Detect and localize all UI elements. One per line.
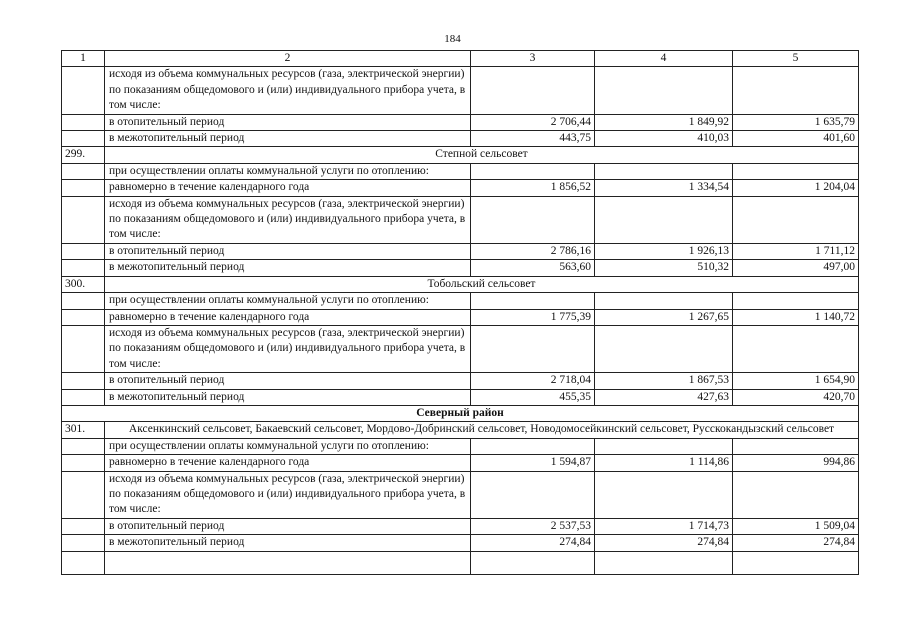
value-col-4: 427,63 xyxy=(595,389,733,405)
value-col-3: 455,35 xyxy=(471,389,595,405)
value-col-4: 1 867,53 xyxy=(595,373,733,389)
value-col-4: 510,32 xyxy=(595,260,733,276)
value-col-3: 274,84 xyxy=(471,535,595,551)
table-row xyxy=(62,243,859,259)
tariff-table-body xyxy=(62,51,859,575)
value-col-5 xyxy=(733,293,859,309)
value-col-4: 274,84 xyxy=(595,535,733,551)
value-col-4: 1 926,13 xyxy=(595,243,733,259)
row-index xyxy=(62,196,105,243)
section-row xyxy=(62,147,859,163)
empty-cell xyxy=(62,551,105,574)
column-header: 5 xyxy=(733,51,859,67)
value-col-3: 563,60 xyxy=(471,260,595,276)
page-number: 184 xyxy=(444,33,461,45)
section-row xyxy=(62,422,859,438)
district-title: Северный район xyxy=(62,405,859,421)
row-description: в межотопительный период xyxy=(105,131,471,147)
column-header: 4 xyxy=(595,51,733,67)
column-header: 1 xyxy=(62,51,105,67)
table-row xyxy=(62,114,859,130)
value-col-5: 497,00 xyxy=(733,260,859,276)
value-col-3 xyxy=(471,196,595,243)
value-col-5 xyxy=(733,325,859,372)
value-col-3: 2 706,44 xyxy=(471,114,595,130)
value-col-3: 1 775,39 xyxy=(471,309,595,325)
column-header: 3 xyxy=(471,51,595,67)
table-row xyxy=(62,471,859,518)
row-index xyxy=(62,389,105,405)
value-col-3: 443,75 xyxy=(471,131,595,147)
row-index xyxy=(62,325,105,372)
value-col-4: 410,03 xyxy=(595,131,733,147)
table-row xyxy=(62,438,859,454)
value-col-5: 1 509,04 xyxy=(733,518,859,534)
empty-row xyxy=(62,551,859,574)
table-row xyxy=(62,180,859,196)
value-col-5: 1 711,12 xyxy=(733,243,859,259)
value-col-3: 1 856,52 xyxy=(471,180,595,196)
table-row xyxy=(62,535,859,551)
value-col-5 xyxy=(733,67,859,114)
value-col-4: 1 114,86 xyxy=(595,455,733,471)
value-col-4 xyxy=(595,438,733,454)
value-col-4 xyxy=(595,196,733,243)
value-col-3: 2 718,04 xyxy=(471,373,595,389)
value-col-4: 1 849,92 xyxy=(595,114,733,130)
section-title: Степной сельсовет xyxy=(105,147,859,163)
value-col-5: 1 140,72 xyxy=(733,309,859,325)
row-index xyxy=(62,438,105,454)
value-col-3 xyxy=(471,163,595,179)
value-col-5: 1 635,79 xyxy=(733,114,859,130)
value-col-5: 1 654,90 xyxy=(733,373,859,389)
row-index xyxy=(62,243,105,259)
tariff-table xyxy=(61,50,859,575)
value-col-5: 420,70 xyxy=(733,389,859,405)
table-row xyxy=(62,455,859,471)
empty-cell xyxy=(733,551,859,574)
value-col-3: 2 786,16 xyxy=(471,243,595,259)
row-index xyxy=(62,180,105,196)
value-col-3 xyxy=(471,438,595,454)
row-description: исходя из объема коммунальных ресурсов (газа, электрической энергии) по показаниям общедомового и (или) индивидуального прибора учета, в том числе: xyxy=(105,196,471,243)
row-index xyxy=(62,260,105,276)
value-col-3 xyxy=(471,293,595,309)
row-description: в отопительный период xyxy=(105,114,471,130)
value-col-4: 1 267,65 xyxy=(595,309,733,325)
table-header-row xyxy=(62,51,859,67)
value-col-4 xyxy=(595,163,733,179)
row-description: в отопительный период xyxy=(105,518,471,534)
table-row xyxy=(62,309,859,325)
value-col-4: 1 334,54 xyxy=(595,180,733,196)
value-col-4 xyxy=(595,471,733,518)
value-col-3: 1 594,87 xyxy=(471,455,595,471)
value-col-3 xyxy=(471,325,595,372)
value-col-5: 274,84 xyxy=(733,535,859,551)
row-index: 301. xyxy=(62,422,105,438)
row-index xyxy=(62,455,105,471)
row-description: при осуществлении оплаты коммунальной услуги по отоплению: xyxy=(105,293,471,309)
district-row xyxy=(62,405,859,421)
row-index xyxy=(62,471,105,518)
row-description: в межотопительный период xyxy=(105,260,471,276)
row-index xyxy=(62,293,105,309)
value-col-4 xyxy=(595,325,733,372)
row-description: исходя из объема коммунальных ресурсов (газа, электрической энергии) по показаниям общедомового и (или) индивидуального прибора учета, в том числе: xyxy=(105,325,471,372)
row-index xyxy=(62,114,105,130)
row-index xyxy=(62,373,105,389)
table-row xyxy=(62,389,859,405)
table-row xyxy=(62,196,859,243)
row-description: в отопительный период xyxy=(105,243,471,259)
row-index: 299. xyxy=(62,147,105,163)
row-description: исходя из объема коммунальных ресурсов (газа, электрической энергии) по показаниям общедомового и (или) индивидуального прибора учета, в том числе: xyxy=(105,67,471,114)
row-index xyxy=(62,535,105,551)
row-index xyxy=(62,131,105,147)
row-description: при осуществлении оплаты коммунальной услуги по отоплению: xyxy=(105,163,471,179)
row-description: равномерно в течение календарного года xyxy=(105,455,471,471)
value-col-4 xyxy=(595,67,733,114)
table-row xyxy=(62,518,859,534)
value-col-3 xyxy=(471,67,595,114)
value-col-5 xyxy=(733,438,859,454)
value-col-5 xyxy=(733,196,859,243)
row-description: в отопительный период xyxy=(105,373,471,389)
section-title: Аксенкинский сельсовет, Бакаевский сельсовет, Мордово-Добринский сельсовет, Новодомосейкинский сельсовет, Русскокандызский сельсовет xyxy=(105,422,859,438)
row-description: равномерно в течение календарного года xyxy=(105,180,471,196)
row-description: исходя из объема коммунальных ресурсов (газа, электрической энергии) по показаниям общедомового и (или) индивидуального прибора учета, в том числе: xyxy=(105,471,471,518)
section-title: Тобольский сельсовет xyxy=(105,276,859,292)
row-index xyxy=(62,67,105,114)
empty-cell xyxy=(595,551,733,574)
empty-cell xyxy=(105,551,471,574)
value-col-5 xyxy=(733,163,859,179)
section-row xyxy=(62,276,859,292)
value-col-3: 2 537,53 xyxy=(471,518,595,534)
row-description: в межотопительный период xyxy=(105,535,471,551)
table-row xyxy=(62,373,859,389)
row-description: в межотопительный период xyxy=(105,389,471,405)
empty-cell xyxy=(471,551,595,574)
table-row xyxy=(62,131,859,147)
table-row xyxy=(62,293,859,309)
table-row xyxy=(62,67,859,114)
value-col-5: 401,60 xyxy=(733,131,859,147)
table-row xyxy=(62,260,859,276)
value-col-3 xyxy=(471,471,595,518)
row-index xyxy=(62,309,105,325)
row-index xyxy=(62,518,105,534)
row-description: равномерно в течение календарного года xyxy=(105,309,471,325)
value-col-5 xyxy=(733,471,859,518)
value-col-5: 994,86 xyxy=(733,455,859,471)
value-col-5: 1 204,04 xyxy=(733,180,859,196)
row-description: при осуществлении оплаты коммунальной услуги по отоплению: xyxy=(105,438,471,454)
row-index xyxy=(62,163,105,179)
column-header: 2 xyxy=(105,51,471,67)
table-row xyxy=(62,163,859,179)
table-row xyxy=(62,325,859,372)
value-col-4: 1 714,73 xyxy=(595,518,733,534)
row-index: 300. xyxy=(62,276,105,292)
value-col-4 xyxy=(595,293,733,309)
